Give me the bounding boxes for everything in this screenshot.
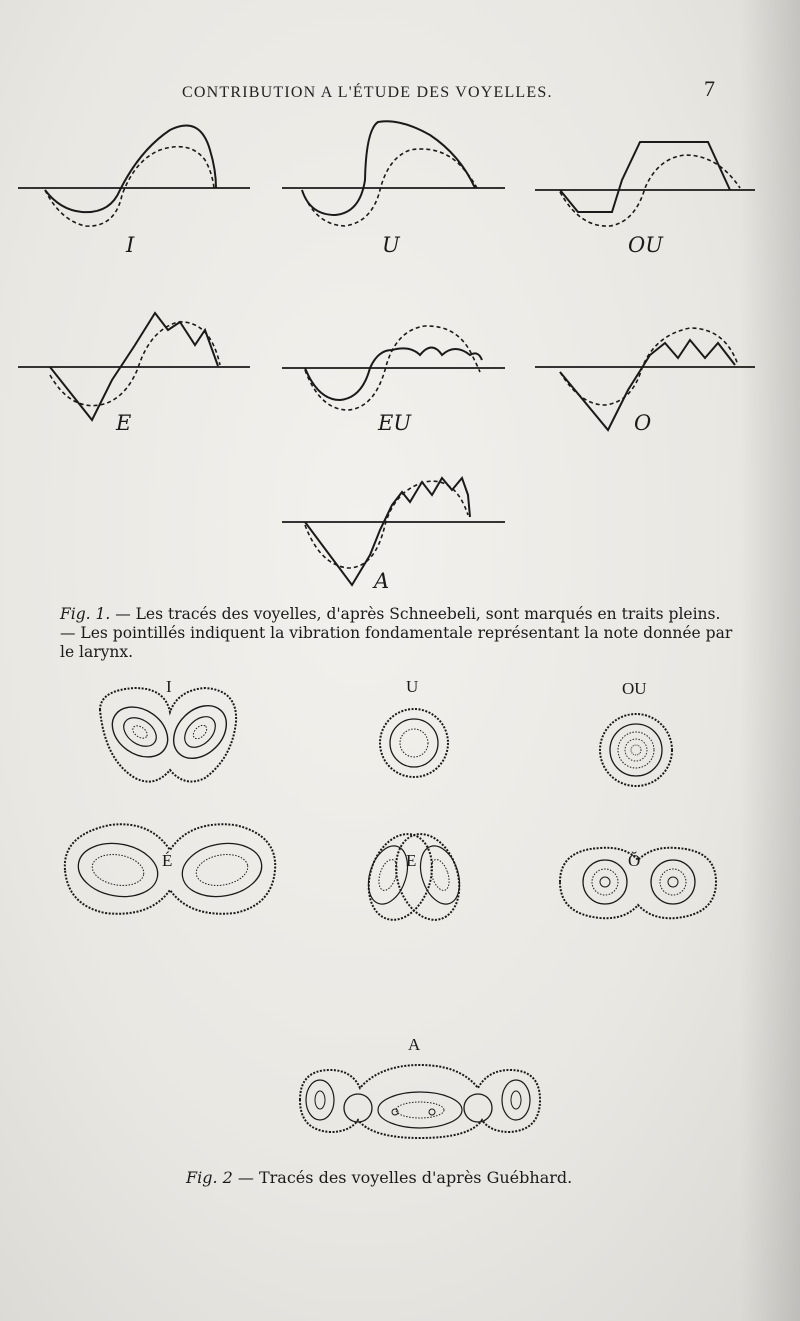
- page-number: 7: [704, 76, 715, 101]
- figure-2-caption: [186, 1168, 636, 1187]
- contour-label-OU: OU: [622, 679, 647, 698]
- figure-1-caption-text: — Les tracés des voyelles, d'après Schneebeli, sont marqués en traits pleins. — Les pointillés indiquent la vibration fondamentale représentant la note donnée par le larynx.: [60, 605, 733, 661]
- figure-1-waveforms: [0, 0, 800, 600]
- contour-E: [358, 826, 470, 928]
- contour-label-A: A: [408, 1035, 421, 1054]
- contour-label-E: E: [406, 851, 417, 870]
- waveform-U: [282, 121, 505, 226]
- contour-U: [380, 709, 448, 777]
- contour-label-E-acute: É: [162, 851, 173, 870]
- label-A: A: [374, 569, 390, 593]
- waveform-OU: [535, 142, 755, 226]
- label-O: O: [634, 411, 652, 435]
- figure-1-caption-label: Fig. 1.: [60, 605, 111, 623]
- contour-label-O: Ŏ: [628, 851, 641, 870]
- label-U: U: [382, 233, 400, 257]
- label-I: I: [126, 233, 135, 257]
- figure-2-caption-label: Fig. 2: [186, 1168, 233, 1187]
- waveform-I: [18, 126, 250, 227]
- waveform-A: [282, 478, 505, 585]
- waveform-EU: [282, 326, 505, 410]
- contour-label-I: I: [166, 677, 172, 696]
- contour-OU: [600, 714, 672, 786]
- contour-I: [100, 688, 237, 782]
- waveform-E: [18, 313, 250, 420]
- figure-1-caption: [60, 605, 740, 662]
- label-E: E: [116, 411, 132, 435]
- figure-2-caption-text: — Tracés des voyelles d'après Guébhard.: [232, 1168, 573, 1187]
- contour-A: [300, 1065, 540, 1138]
- label-EU: EU: [378, 411, 412, 435]
- running-title: CONTRIBUTION A L'ÉTUDE DES VOYELLES.: [182, 84, 553, 101]
- contour-label-U: U: [406, 677, 419, 696]
- label-OU: OU: [628, 233, 663, 257]
- figure-2-contours: [0, 660, 800, 1160]
